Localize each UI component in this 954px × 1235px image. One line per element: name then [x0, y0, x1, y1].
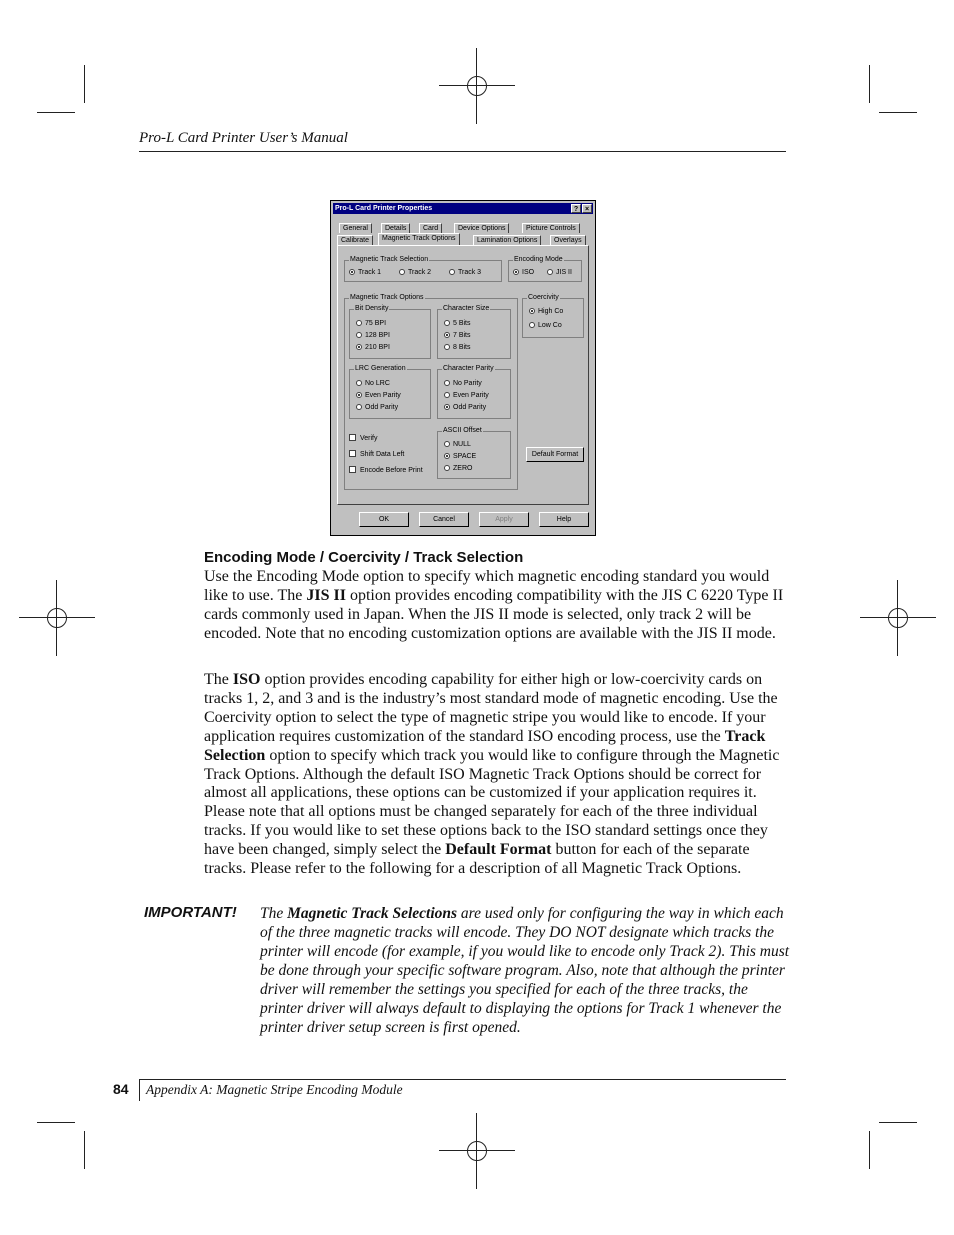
running-header: Pro-L Card Printer User’s Manual	[139, 130, 348, 146]
lrc-generation-group	[349, 365, 431, 419]
cancel-button[interactable]: Cancel	[419, 512, 469, 527]
character-size-label: Character Size	[443, 305, 490, 312]
radio-high-co[interactable]: High Co	[529, 307, 563, 316]
radio-75-bpi[interactable]: 75 BPI	[356, 319, 386, 328]
radio-7-bits[interactable]: 7 Bits	[444, 331, 471, 340]
crop-mark	[879, 1122, 917, 1123]
bit-density-group	[349, 305, 431, 359]
track-selection-label: Magnetic Track Selection	[350, 256, 429, 263]
radio-no-parity[interactable]: No Parity	[444, 379, 482, 388]
radio-no-lrc[interactable]: No LRC	[356, 379, 390, 388]
tab-magnetic-track-options[interactable]: Magnetic Track Options	[378, 233, 460, 245]
tab-device-options[interactable]: Device Options	[454, 223, 509, 233]
section-heading: Encoding Mode / Coercivity / Track Selection	[204, 549, 524, 566]
help-button[interactable]: Help	[539, 512, 589, 527]
lrc-generation-label: LRC Generation	[355, 365, 406, 372]
crop-mark	[37, 1122, 75, 1123]
tab-calibrate[interactable]: Calibrate	[337, 235, 373, 245]
radio-jis-ii[interactable]: JIS II	[547, 268, 572, 277]
crop-mark	[869, 65, 870, 103]
crop-mark	[37, 112, 75, 113]
character-size-group	[437, 305, 511, 359]
footer-chapter-title: Appendix A: Magnetic Stripe Encoding Module	[146, 1082, 403, 1097]
bit-density-label: Bit Density	[355, 305, 389, 312]
tab-details[interactable]: Details	[381, 223, 410, 233]
radio-track-3[interactable]: Track 3	[449, 268, 481, 277]
encode-before-print-checkbox[interactable]: Encode Before Print	[349, 466, 423, 475]
verify-checkbox[interactable]: Verify	[349, 434, 378, 443]
registration-mark-left	[39, 600, 75, 636]
tab-overlays[interactable]: Overlays	[550, 235, 586, 245]
footer-divider	[139, 1079, 140, 1101]
page-number: 84	[113, 1081, 129, 1097]
coercivity-group	[522, 294, 584, 338]
crop-mark	[84, 65, 85, 103]
encoding-mode-group	[508, 256, 582, 282]
header-rule	[139, 151, 786, 152]
tab-lamination-options[interactable]: Lamination Options	[473, 235, 541, 245]
important-label: IMPORTANT!	[144, 904, 237, 921]
magnetic-track-options-panel	[337, 245, 589, 505]
paragraph-iso: The ISO option provides encoding capability for either high or low-coercivity cards on tracks 1, 2, and 3 and is the industry’s most standard mode of magnetic encoding. Use the Coercivity option to select the type of magnetic stripe you would like to encode. If your application requires customization of the standard ISO encoding process, use the Track Selection option to specify which track you would like to configure through the Magnetic Track Options. Although the default ISO Magnetic Track Options should be correct for almost all applications, these options can be customized if your application requires it. Please note that all options must be changed separately for each of the three individual tracks. If you would like to set these options back to the ISO standard settings once they have been changed, simply select the Default Format button for each of the separate tracks. Please refer to the following for a description of all Magnetic Track Options.	[204, 671, 780, 878]
radio-5-bits[interactable]: 5 Bits	[444, 319, 471, 328]
radio-even-parity[interactable]: Even Parity	[444, 391, 489, 400]
radio-lrc-odd-parity[interactable]: Odd Parity	[356, 403, 398, 412]
dialog-titlebar	[333, 203, 593, 214]
ok-button[interactable]: OK	[359, 512, 409, 527]
radio-track-2[interactable]: Track 2	[399, 268, 431, 277]
dialog-title: Pro-L Card Printer Properties	[335, 205, 433, 212]
coercivity-label: Coercivity	[528, 294, 559, 301]
footer-rule	[139, 1079, 786, 1080]
radio-8-bits[interactable]: 8 Bits	[444, 343, 471, 352]
radio-odd-parity[interactable]: Odd Parity	[444, 403, 486, 412]
radio-zero[interactable]: ZERO	[444, 464, 472, 473]
encoding-mode-label: Encoding Mode	[514, 256, 563, 263]
registration-mark-top	[459, 68, 495, 104]
radio-space[interactable]: SPACE	[444, 452, 476, 461]
close-icon[interactable]: ×	[582, 204, 592, 213]
crop-mark	[879, 112, 917, 113]
track-options-group	[344, 294, 518, 490]
paragraph-encoding-mode: Use the Encoding Mode option to specify which magnetic encoding standard you would like to use. The JIS II option provides encoding compatibility with the JIS C 6220 Type II cards commonly used in Japan. When the JIS II mode is selected, only track 2 will be encoded. Note that no encoding customization options are available with the JIS II mode.	[204, 568, 784, 642]
crop-mark	[869, 1131, 870, 1169]
track-selection-group	[344, 256, 502, 282]
radio-210-bpi[interactable]: 210 BPI	[356, 343, 390, 352]
shift-data-left-checkbox[interactable]: Shift Data Left	[349, 450, 404, 459]
tab-card[interactable]: Card	[419, 223, 442, 233]
registration-mark-bottom	[459, 1133, 495, 1169]
radio-null[interactable]: NULL	[444, 440, 471, 449]
apply-button[interactable]: Apply	[479, 512, 529, 527]
radio-128-bpi[interactable]: 128 BPI	[356, 331, 390, 340]
radio-track-1[interactable]: Track 1	[349, 268, 381, 277]
crop-mark	[84, 1131, 85, 1169]
important-note: The Magnetic Track Selections are used only for configuring the way in which each of the three magnetic tracks will encode. They DO NOT designate which tracks the printer will encode (for example, if you would like to encode only Track 2). This must be done through your specific software program. Also, note that although the printer driver will remember the settings you specified for each of the three tracks, the printer driver will always default to displaying the options for Track 1 whenever the printer driver setup screen is first opened.	[260, 905, 790, 1036]
printer-properties-dialog	[330, 200, 596, 536]
character-parity-group	[437, 365, 511, 419]
default-format-button[interactable]: Default Format	[526, 447, 584, 462]
radio-lrc-even-parity[interactable]: Even Parity	[356, 391, 401, 400]
tab-picture-controls[interactable]: Picture Controls	[522, 223, 580, 233]
radio-low-co[interactable]: Low Co	[529, 321, 562, 330]
ascii-offset-group	[437, 427, 511, 479]
tab-general[interactable]: General	[339, 223, 372, 233]
help-icon[interactable]: ?	[571, 204, 581, 213]
ascii-offset-label: ASCII Offset	[443, 427, 482, 434]
radio-iso[interactable]: ISO	[513, 268, 534, 277]
registration-mark-right	[880, 600, 916, 636]
character-parity-label: Character Parity	[443, 365, 494, 372]
track-options-label: Magnetic Track Options	[350, 294, 424, 301]
